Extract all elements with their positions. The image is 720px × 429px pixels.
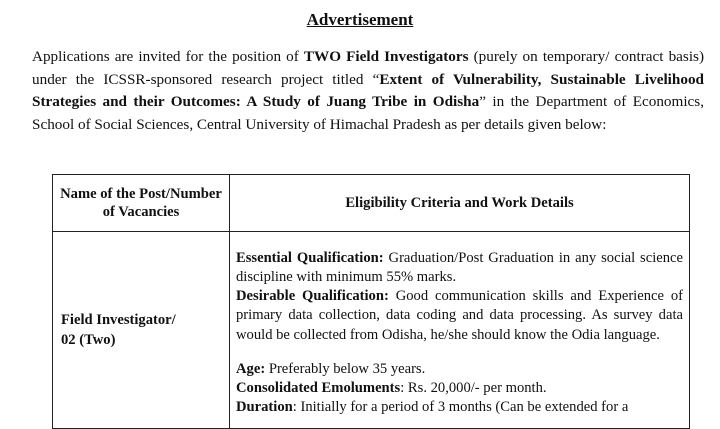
duration-line <box>236 398 683 417</box>
table-row <box>53 232 690 429</box>
intro-text-2: (purely on temporary/ contract basis) under the ICSSR-sponsored research project titled “ <box>32 48 705 88</box>
header-post-vacancies: Name of the Post/Number of Vacancies <box>53 175 230 232</box>
essential-text: Graduation/Post Graduation in any social science discipline with minimum 55% marks. <box>236 249 684 285</box>
project-title-bold: Extent of Vulnerability, Sustainable Livelihood Strategies and their Outcomes: A Study of Juang Tribe in Odisha <box>32 70 704 110</box>
intro-paragraph <box>32 46 704 136</box>
vacancy-table <box>52 174 690 429</box>
age-text: Preferably below 35 years. <box>265 360 426 377</box>
desirable-label: Desirable Qualification: <box>236 288 389 305</box>
intro-text-1: Applications are invited for the position of <box>32 48 304 65</box>
post-cell <box>53 232 230 429</box>
essential-qualification <box>236 249 683 287</box>
post-count: 02 (Two) <box>61 332 116 348</box>
emoluments-line <box>236 379 683 398</box>
table-header-row <box>53 175 690 232</box>
age-line <box>236 360 683 379</box>
post-name: Field Investigator/ <box>61 312 176 328</box>
spacer <box>236 345 683 360</box>
desirable-qualification <box>236 287 683 345</box>
emoluments-text: : Rs. 20,000/- per month. <box>400 379 547 396</box>
age-label: Age: <box>236 360 266 377</box>
intro-text-3: ” in the Department of Economics, School of Social Sciences, Central University of Himachal Pradesh as per details given below: <box>32 93 704 133</box>
emoluments-label: Consolidated Emoluments <box>236 379 401 396</box>
page-title: Advertisement <box>306 10 414 29</box>
header-eligibility: Eligibility Criteria and Work Details <box>230 175 690 232</box>
desirable-text: Good communication skills and Experience of primary data collection, data coding and data processing. As survey data would be collected from Odisha, he/she should know the Odia language. <box>236 288 683 343</box>
details-cell <box>230 232 690 429</box>
intro-position-bold: TWO Field Investigators <box>303 48 469 65</box>
essential-label: Essential Qualification: <box>236 249 384 266</box>
duration-label: Duration <box>236 399 293 416</box>
duration-text: : Initially for a period of 3 months (Can be extended for a <box>292 399 629 416</box>
